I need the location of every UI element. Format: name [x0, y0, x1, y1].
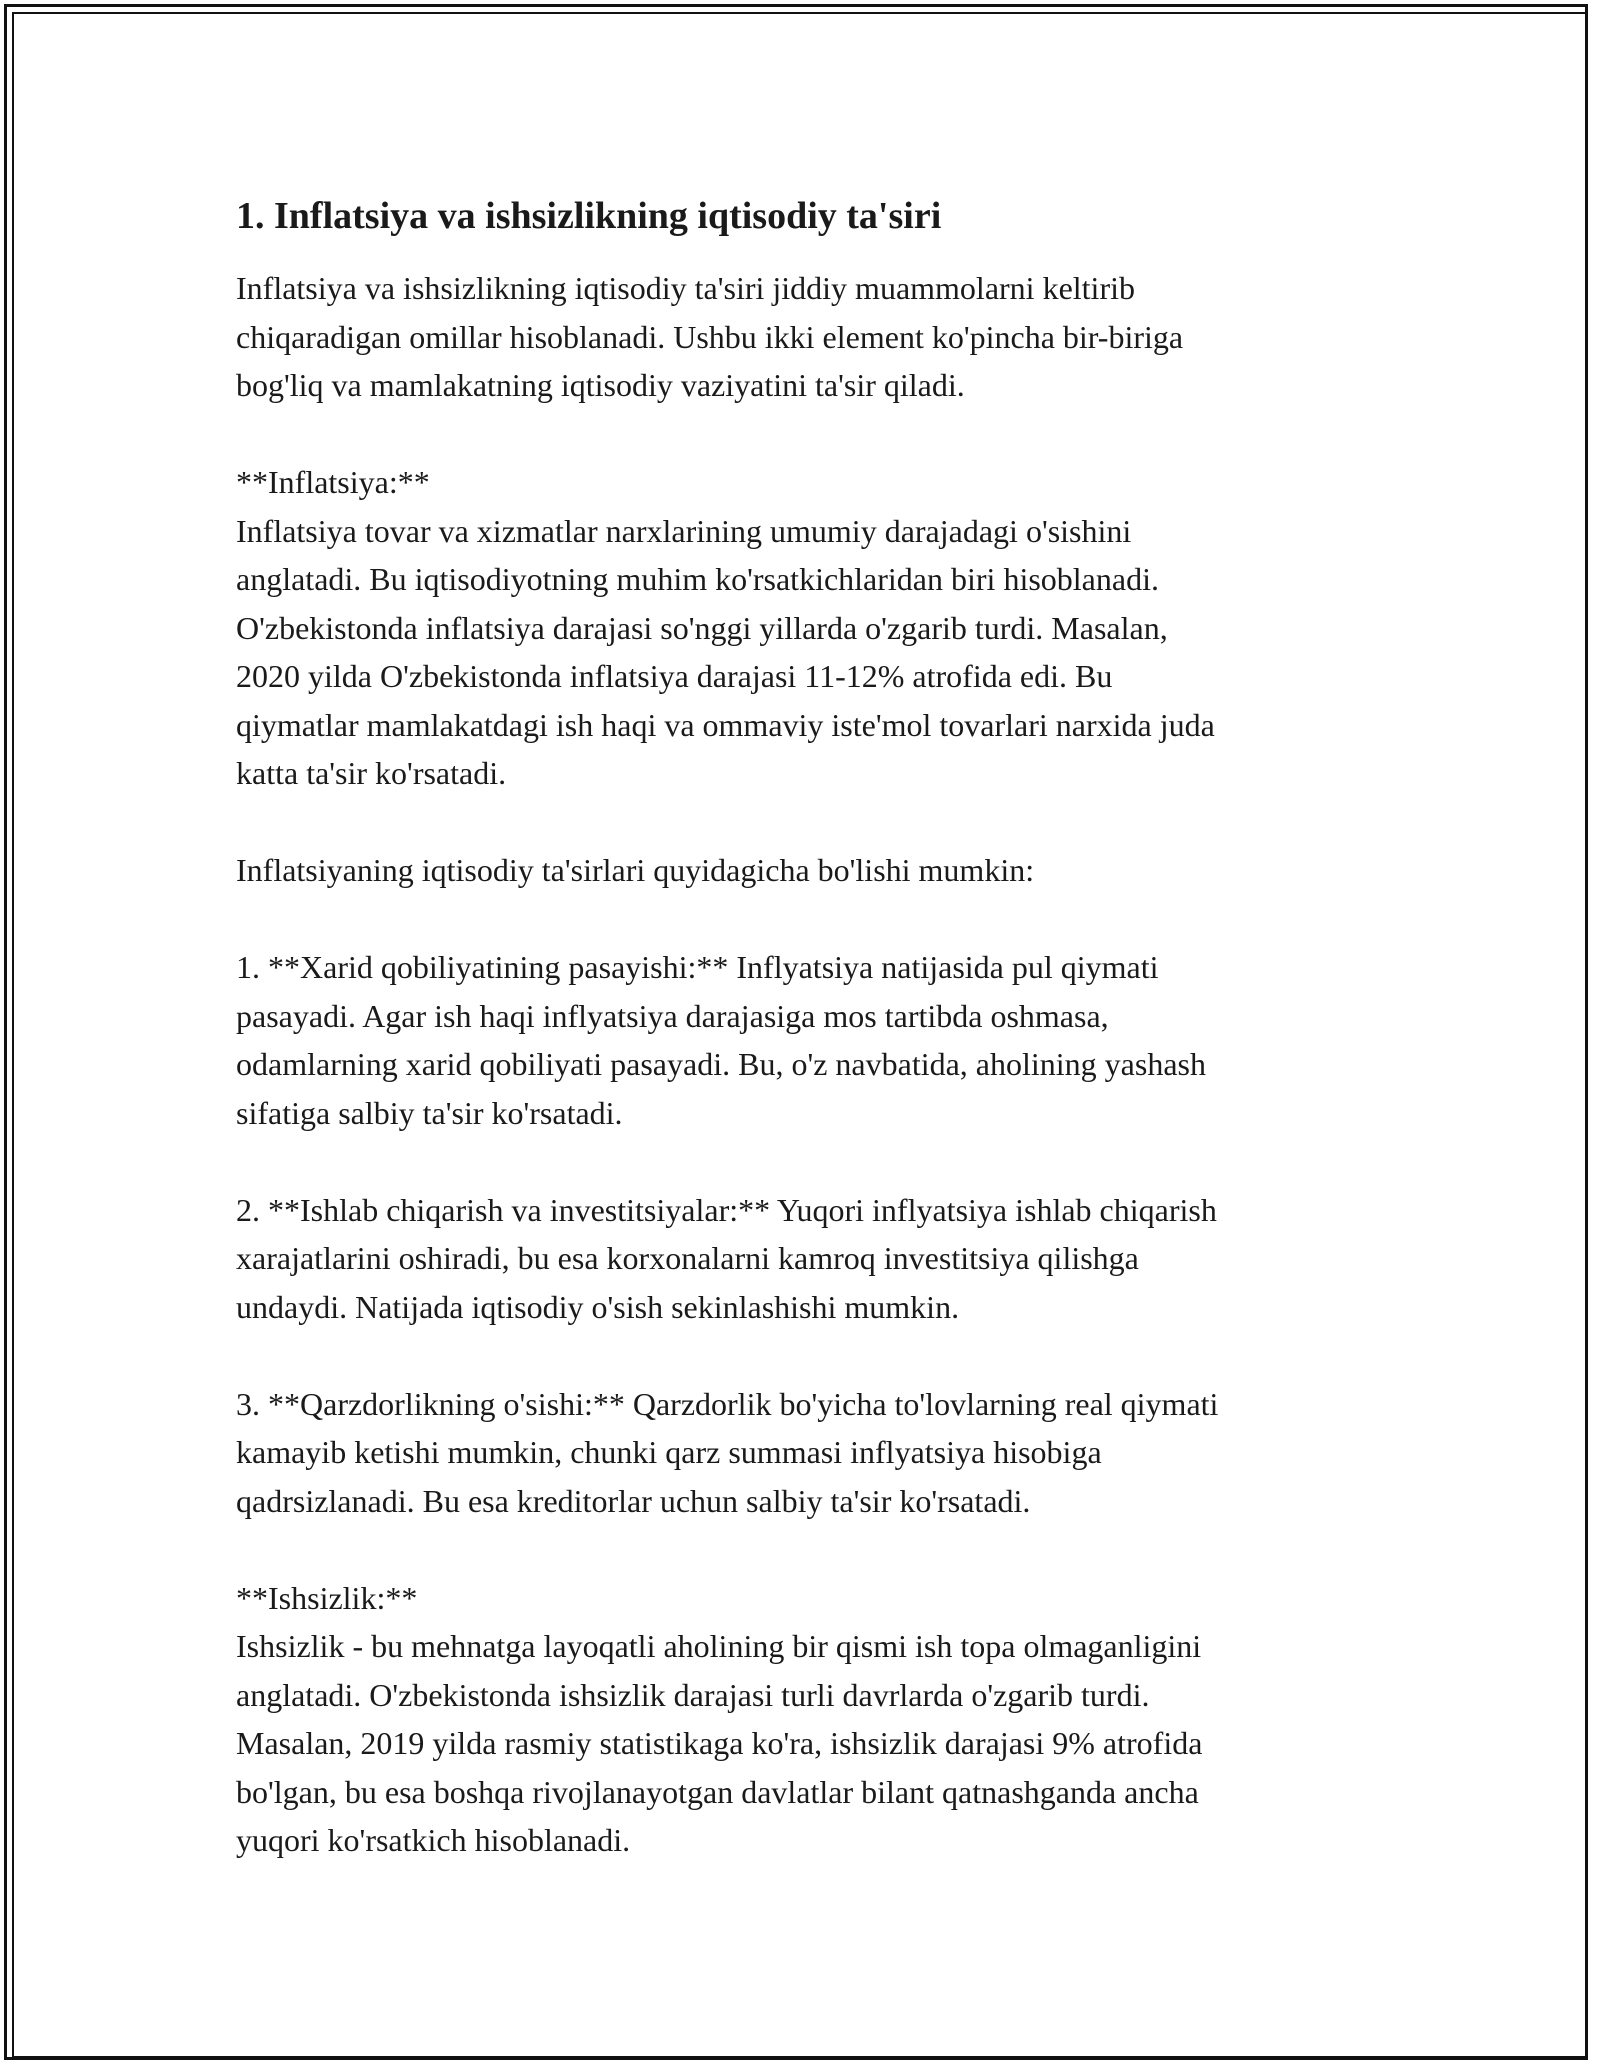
text-line: 2. **Ishlab chiqarish va investitsiyalar:** Yuqori inflyatsiya ishlab chiqarish — [236, 1191, 1217, 1228]
text-line: Inflatsiya tovar va xizmatlar narxlarining umumiy darajadagi o'sishini — [236, 512, 1132, 549]
text-line: xarajatlarini oshiradi, bu esa korxonalarni kamroq investitsiya qilishga — [236, 1240, 1139, 1276]
text-line: Inflatsiya va ishsizlikning iqtisodiy ta'siri jiddiy muammolarni keltirib — [236, 270, 1135, 306]
text-line: katta ta'sir ko'rsatadi. — [236, 755, 507, 791]
text-line: Masalan, 2019 yilda rasmiy statistikaga ko'ra, ishsizlik darajasi 9% atrofida — [236, 1725, 1203, 1761]
text-line: kamayib ketishi mumkin, chunki qarz summasi inflyatsiya hisobiga — [236, 1434, 1102, 1470]
effect-item-1 — [236, 943, 1386, 1137]
document-body — [236, 188, 1386, 1865]
unemployment-heading: **Ishsizlik:** — [236, 1579, 418, 1616]
text-line: pasayadi. Agar ish haqi inflyatsiya darajasiga mos tartibda oshmasa, — [236, 997, 1109, 1034]
intro-paragraph — [236, 264, 1386, 410]
text-line: chiqaradigan omillar hisoblanadi. Ushbu ikki element ko'pincha bir-biriga — [236, 318, 1184, 355]
text-line: qiymatlar mamlakatdagi ish haqi va ommaviy iste'mol tovarlari narxida juda — [236, 706, 1215, 743]
text-line: undaydi. Natijada iqtisodiy o'sish sekinlashishi mumkin. — [236, 1288, 960, 1325]
text-line: yuqori ko'rsatkich hisoblanadi. — [236, 1822, 631, 1858]
text-line: O'zbekistonda inflatsiya darajasi so'nggi yillarda o'zgarib turdi. Masalan, — [236, 609, 1168, 646]
effect-item-3 — [236, 1380, 1386, 1526]
text-line: anglatadi. O'zbekistonda ishsizlik darajasi turli davrlarda o'zgarib turdi. — [236, 1676, 1150, 1713]
inflation-heading: **Inflatsiya:** — [236, 464, 430, 500]
text-line: odamlarning xarid qobiliyati pasayadi. Bu, o'z navbatida, aholining yashash — [236, 1046, 1206, 1082]
document-title: 1. Inflatsiya va ishsizlikning iqtisodiy ta'siri — [236, 195, 942, 237]
text-line: qadrsizlanadi. Bu esa kreditorlar uchun salbiy ta'sir ko'rsatadi. — [236, 1482, 1031, 1519]
effect-item-2 — [236, 1186, 1386, 1332]
text-line: 3. **Qarzdorlikning o'sishi:** Qarzdorlik bo'yicha to'lovlarning real qiymati — [236, 1385, 1219, 1422]
text-line: bo'lgan, bu esa boshqa rivojlanayotgan davlatlar bilant qatnashganda ancha — [236, 1773, 1199, 1810]
text-line: 1. **Xarid qobiliyatining pasayishi:** Inflyatsiya natijasida pul qiymati — [236, 949, 1159, 985]
text-line: bog'liq va mamlakatning iqtisodiy vaziyatini ta'sir qiladi. — [236, 367, 965, 403]
text-line: 2020 yilda O'zbekistonda inflatsiya darajasi 11-12% atrofida edi. Bu — [236, 658, 1113, 694]
text-line: sifatiga salbiy ta'sir ko'rsatadi. — [236, 1094, 623, 1131]
text-line: Ishsizlik - bu mehnatga layoqatli aholining bir qismi ish topa olmaganligini — [236, 1628, 1202, 1664]
text-line: anglatadi. Bu iqtisodiyotning muhim ko'rsatkichlaridan biri hisoblanadi. — [236, 561, 1159, 597]
effects-intro — [236, 846, 1386, 895]
inflation-section — [236, 458, 1386, 798]
text-line: Inflatsiyaning iqtisodiy ta'sirlari quyidagicha bo'lishi mumkin: — [236, 852, 1035, 888]
unemployment-section — [236, 1574, 1386, 1865]
